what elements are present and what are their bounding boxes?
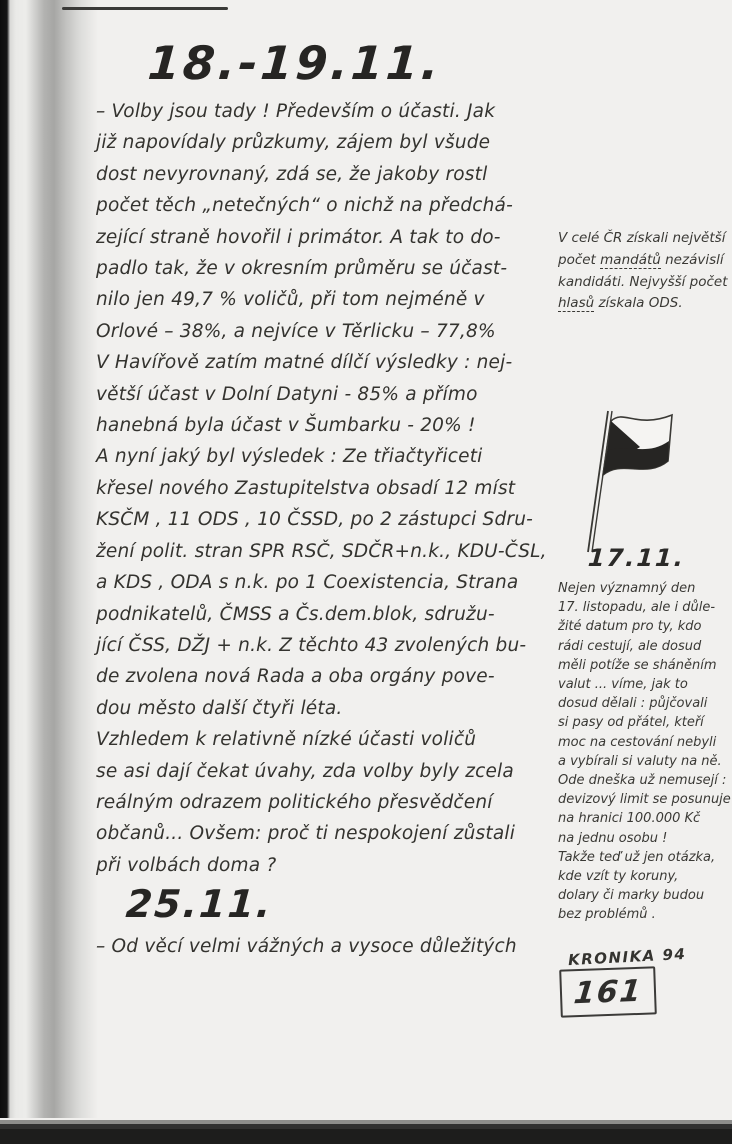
- margin-note-election-results: [558, 228, 728, 315]
- text-line: V celé ČR získali největší: [558, 230, 726, 246]
- text-line: zející straně hovořil i primátor. A tak to do-: [96, 226, 501, 248]
- text-line: Nejen významný den: [558, 581, 696, 596]
- text-line: kde vzít ty koruny,: [558, 869, 679, 885]
- text-line: větší účast v Dolní Datyni - 85% a přímo: [96, 383, 478, 405]
- text-line: dost nevyrovnaný, zdá se, že jakoby rostl: [96, 163, 488, 185]
- entry-date-heading-25-11: 25.11.: [124, 882, 275, 927]
- text-line: A nyní jaký byl výsledek : Ze třiačtyřiceti: [96, 446, 483, 468]
- text-line: počet mandátů nezávislí: [558, 251, 724, 268]
- text-line: podnikatelů, ČMSS a Čs.dem.blok, sdružu-: [96, 603, 495, 625]
- text-line: měli potíže se sháněním: [558, 657, 717, 673]
- text-line: Vzhledem k relativně nízké účasti voličů: [96, 729, 477, 751]
- entry-body-18-19-11: [96, 96, 562, 881]
- text-line: jící ČSS, DŽJ + n.k. Z těchto 43 zvolených bu-: [96, 634, 527, 656]
- journal-label: KRONIKA 94: [567, 944, 687, 970]
- text-line: již napovídaly průzkumy, zájem byl všude: [96, 132, 491, 154]
- text-line: počet těch „netečných“ o nichž na předchá-: [96, 195, 513, 217]
- scan-bottom-edge: [0, 1118, 732, 1144]
- text-line: 17. listopadu, ale i důle-: [558, 600, 716, 616]
- text-line: – Od věcí velmi vážných a vysoce důležitých: [96, 936, 517, 958]
- text-line: bez problémů .: [558, 907, 656, 923]
- text-line: rádi cestují, ale dosud: [558, 638, 702, 654]
- text-line: reálným odrazem politického přesvědčení: [96, 791, 493, 813]
- text-line: moc na cestování nebyli: [558, 734, 717, 750]
- main-text-column: [96, 38, 562, 963]
- margin-date-heading-17-11: 17.11.: [587, 544, 687, 572]
- text-line: devizový limit se posunuje: [558, 792, 731, 808]
- text-line: dou město další čtyři léta.: [96, 697, 343, 719]
- text-line: při volbách doma ?: [96, 854, 277, 876]
- text-line: občanů... Ovšem: proč ti nespokojení zůstali: [96, 823, 516, 845]
- text-line: – Volby jsou tady ! Především o účasti. Jak: [96, 101, 496, 122]
- text-line: KSČM , 11 ODS , 10 ČSSD, po 2 zástupci Sdru-: [96, 509, 534, 531]
- text-line: a vybírali si valuty na ně.: [558, 753, 722, 769]
- entry-body-25-11: [96, 931, 562, 962]
- page-number: 161: [571, 973, 645, 1011]
- text-line: žité datum pro ty, kdo: [558, 619, 702, 635]
- entry-date-heading-18-19-11: 18.-19.11.: [146, 36, 444, 90]
- text-line: padlo tak, že v okresním průměru se účast-: [96, 258, 508, 280]
- book-binding-shadow: [0, 0, 98, 1144]
- text-line: nilo jen 49,7 % voličů, při tom nejméně v: [96, 289, 485, 311]
- top-edge-line: [62, 7, 228, 10]
- text-line: Orlové – 38%, a nejvíce v Těrlicku – 77,8%: [96, 320, 496, 342]
- text-line: dolary či marky budou: [558, 888, 705, 904]
- text-line: si pasy od přátel, kteří: [558, 715, 704, 731]
- text-line: de zvolena nová Rada a oba orgány pove-: [96, 666, 495, 688]
- page-number-box: [559, 966, 657, 1017]
- text-line: dosud dělali : půjčovali: [558, 696, 708, 712]
- text-line: na jednu osobu !: [558, 830, 668, 846]
- text-line: na hranici 100.000 Kč: [558, 811, 701, 827]
- czech-flag-icon: [570, 405, 678, 555]
- text-line: Ode dneška už nemusejí :: [558, 773, 727, 789]
- text-line: Takže teď už jen otázka,: [558, 849, 716, 865]
- margin-note-currency-travel: [558, 579, 731, 925]
- text-line: kandidáti. Nejvyšší počet: [558, 273, 728, 290]
- text-line: se asi dají čekat úvahy, zda volby byly zcela: [96, 760, 514, 782]
- text-line: hanebná byla účast v Šumbarku - 20% !: [96, 415, 476, 437]
- text-line: a KDS , ODA s n.k. po 1 Coexistencia, Strana: [96, 572, 519, 594]
- margin-column: [556, 0, 732, 1144]
- text-line: křesel nového Zastupitelstva obsadí 12 míst: [96, 477, 516, 499]
- text-line: žení polit. stran SPR RSČ, SDČR+n.k., KDU-ČSL,: [96, 540, 547, 562]
- text-line: hlasů získala ODS.: [558, 295, 683, 312]
- text-line: valut ... víme, jak to: [558, 677, 688, 693]
- text-line: V Havířově zatím matné dílčí výsledky : nej-: [96, 352, 513, 374]
